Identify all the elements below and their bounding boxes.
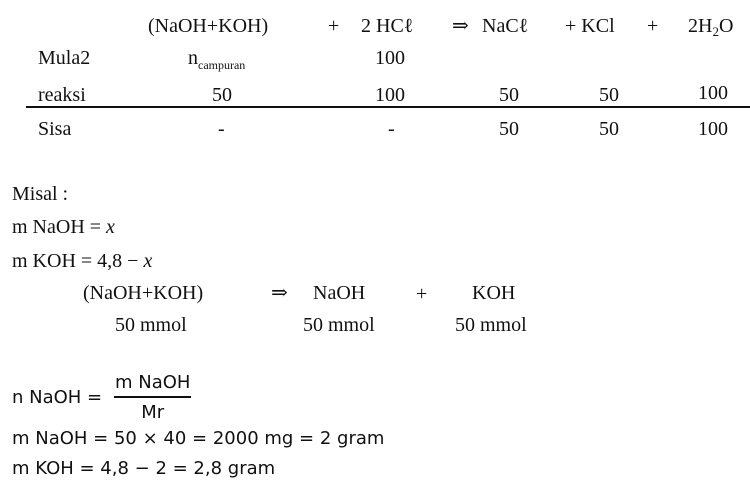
sisa-kcl: 50: [599, 118, 619, 140]
split-arrow: ⇒: [271, 282, 288, 304]
split-koh-amount: 50 mmol: [455, 314, 527, 336]
sisa-hcl: -: [388, 118, 395, 140]
reaction-arrow: ⇒: [452, 15, 469, 37]
n-naoh-fraction: [114, 372, 191, 423]
product-water: $2H_2O$: [688, 15, 734, 39]
split-plus: +: [416, 283, 428, 305]
n-campuran: $n_{campuran}$: [188, 47, 246, 72]
product-nacl: NaCℓ: [482, 15, 529, 37]
reaksi-kcl: 50: [599, 84, 619, 106]
sisa-nacl: 50: [499, 118, 519, 140]
mula2-hcl: 100: [375, 47, 405, 69]
fraction-denominator: Mr: [141, 402, 165, 423]
sisa-h2o: 100: [698, 118, 728, 140]
misal-title: Misal :: [12, 183, 69, 205]
fraction-numerator: m NaOH: [115, 372, 191, 393]
misal-line-2: m KOH = 4,8 − x: [12, 250, 153, 272]
sisa-mix: -: [218, 118, 225, 140]
table-divider: [26, 106, 750, 108]
reactant-mixture: (NaOH+KOH): [148, 15, 269, 37]
reactant-hcl: 2 HCℓ: [361, 15, 414, 37]
n-naoh-label: n NaOH =: [12, 387, 103, 408]
misal-line-1: m NaOH = x: [12, 216, 115, 238]
row-label-reaksi: reaksi: [38, 84, 86, 106]
reaksi-nacl: 50: [499, 84, 519, 106]
reaksi-mix: 50: [212, 84, 232, 106]
split-koh: KOH: [472, 282, 516, 304]
split-mix-amount: 50 mmol: [115, 314, 187, 336]
reaksi-h2o: 100: [698, 82, 728, 104]
plus-sign-2: +: [647, 15, 659, 37]
row-label-sisa: Sisa: [38, 118, 72, 140]
split-naoh: NaOH: [313, 282, 366, 304]
m-koh-calc: m KOH = 4,8 − 2 = 2,8 gram: [12, 458, 276, 479]
reaksi-hcl: 100: [375, 84, 405, 106]
plus-sign: +: [328, 15, 340, 37]
row-label-mula2: Mula2: [38, 47, 91, 69]
m-naoh-calc: m NaOH = 50 × 40 = 2000 mg = 2 gram: [12, 428, 385, 449]
product-kcl: + KCl: [565, 15, 615, 37]
split-naoh-amount: 50 mmol: [303, 314, 375, 336]
split-mixture: (NaOH+KOH): [83, 282, 204, 304]
